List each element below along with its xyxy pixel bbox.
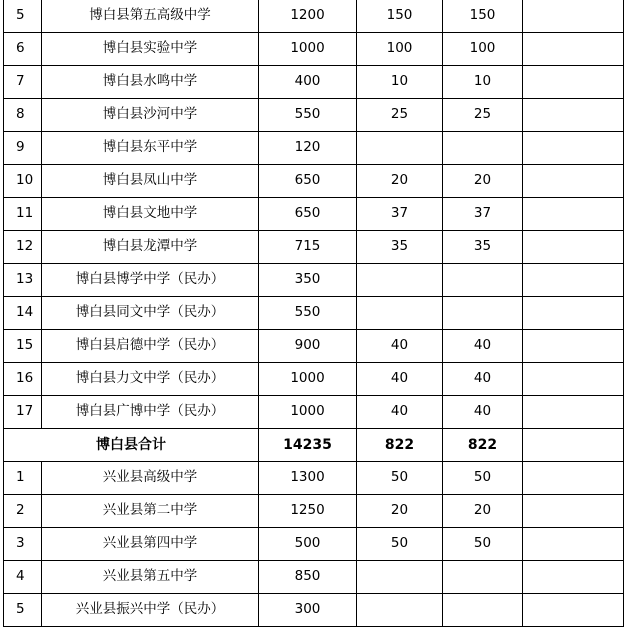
row-index-cell: 3 — [4, 528, 42, 561]
value-cell — [357, 594, 443, 627]
table-row — [4, 66, 624, 99]
row-index-cell: 13 — [4, 264, 42, 297]
value-cell: 40 — [443, 363, 523, 396]
value-cell: 10 — [357, 66, 443, 99]
value-cell: 40 — [443, 396, 523, 429]
school-name-cell: 博白县实验中学 — [42, 33, 259, 66]
table-row — [4, 330, 624, 363]
value-cell: 35 — [357, 231, 443, 264]
value-cell: 10 — [443, 66, 523, 99]
value-cell: 35 — [443, 231, 523, 264]
value-cell: 25 — [357, 99, 443, 132]
row-index-cell: 10 — [4, 165, 42, 198]
subtotal-label: 博白县合计 — [4, 429, 259, 462]
subtotal-row — [4, 429, 624, 462]
value-cell: 20 — [443, 495, 523, 528]
value-cell: 37 — [443, 198, 523, 231]
blank-cell — [523, 0, 624, 33]
row-index-cell: 8 — [4, 99, 42, 132]
blank-cell — [523, 33, 624, 66]
value-cell: 350 — [259, 264, 357, 297]
table-row — [4, 462, 624, 495]
school-name-cell: 博白县东平中学 — [42, 132, 259, 165]
row-index-cell: 6 — [4, 33, 42, 66]
table-row — [4, 264, 624, 297]
table-body — [4, 0, 624, 627]
value-cell: 822 — [357, 429, 443, 462]
value-cell: 50 — [443, 462, 523, 495]
value-cell — [443, 561, 523, 594]
row-index-cell: 4 — [4, 561, 42, 594]
value-cell: 20 — [357, 165, 443, 198]
school-name-cell: 博白县水鸣中学 — [42, 66, 259, 99]
school-name-cell: 博白县博学中学（民办） — [42, 264, 259, 297]
value-cell: 100 — [443, 33, 523, 66]
blank-cell — [523, 330, 624, 363]
value-cell: 650 — [259, 198, 357, 231]
table-row — [4, 528, 624, 561]
school-name-cell: 博白县第五高级中学 — [42, 0, 259, 33]
value-cell: 40 — [443, 330, 523, 363]
table-row — [4, 165, 624, 198]
blank-cell — [523, 561, 624, 594]
table-row — [4, 363, 624, 396]
blank-cell — [523, 66, 624, 99]
school-enrollment-table — [3, 0, 624, 627]
school-name-cell: 博白县同文中学（民办） — [42, 297, 259, 330]
table-row — [4, 297, 624, 330]
value-cell: 150 — [357, 0, 443, 33]
value-cell: 550 — [259, 297, 357, 330]
value-cell — [443, 132, 523, 165]
row-index-cell: 5 — [4, 594, 42, 627]
table-row — [4, 396, 624, 429]
row-index-cell: 15 — [4, 330, 42, 363]
row-index-cell: 9 — [4, 132, 42, 165]
value-cell: 550 — [259, 99, 357, 132]
value-cell: 715 — [259, 231, 357, 264]
value-cell: 20 — [357, 495, 443, 528]
value-cell: 40 — [357, 330, 443, 363]
value-cell: 50 — [357, 528, 443, 561]
value-cell: 25 — [443, 99, 523, 132]
row-index-cell: 16 — [4, 363, 42, 396]
value-cell — [443, 594, 523, 627]
value-cell: 500 — [259, 528, 357, 561]
school-name-cell: 博白县启德中学（民办） — [42, 330, 259, 363]
value-cell: 40 — [357, 363, 443, 396]
row-index-cell: 11 — [4, 198, 42, 231]
table-row — [4, 132, 624, 165]
blank-cell — [523, 198, 624, 231]
value-cell: 100 — [357, 33, 443, 66]
blank-cell — [523, 165, 624, 198]
school-name-cell: 博白县龙潭中学 — [42, 231, 259, 264]
value-cell: 822 — [443, 429, 523, 462]
value-cell: 1200 — [259, 0, 357, 33]
value-cell: 37 — [357, 198, 443, 231]
value-cell: 300 — [259, 594, 357, 627]
table-row — [4, 99, 624, 132]
value-cell: 850 — [259, 561, 357, 594]
value-cell: 400 — [259, 66, 357, 99]
row-index-cell: 1 — [4, 462, 42, 495]
table-row — [4, 594, 624, 627]
school-name-cell: 兴业县振兴中学（民办） — [42, 594, 259, 627]
blank-cell — [523, 462, 624, 495]
value-cell — [443, 297, 523, 330]
value-cell — [357, 264, 443, 297]
value-cell: 1250 — [259, 495, 357, 528]
row-index-cell: 12 — [4, 231, 42, 264]
value-cell: 150 — [443, 0, 523, 33]
value-cell — [357, 561, 443, 594]
value-cell: 20 — [443, 165, 523, 198]
table-row — [4, 0, 624, 33]
blank-cell — [523, 297, 624, 330]
value-cell: 1000 — [259, 396, 357, 429]
table-row — [4, 231, 624, 264]
school-name-cell: 兴业县第五中学 — [42, 561, 259, 594]
value-cell: 40 — [357, 396, 443, 429]
value-cell: 650 — [259, 165, 357, 198]
school-name-cell: 兴业县第四中学 — [42, 528, 259, 561]
value-cell — [357, 132, 443, 165]
school-name-cell: 博白县凤山中学 — [42, 165, 259, 198]
blank-cell — [523, 231, 624, 264]
blank-cell — [523, 429, 624, 462]
value-cell: 50 — [357, 462, 443, 495]
table-row — [4, 33, 624, 66]
school-name-cell: 博白县沙河中学 — [42, 99, 259, 132]
school-name-cell: 兴业县第二中学 — [42, 495, 259, 528]
blank-cell — [523, 264, 624, 297]
school-name-cell: 博白县文地中学 — [42, 198, 259, 231]
row-index-cell: 17 — [4, 396, 42, 429]
value-cell: 1300 — [259, 462, 357, 495]
value-cell — [443, 264, 523, 297]
blank-cell — [523, 594, 624, 627]
value-cell — [357, 297, 443, 330]
value-cell: 120 — [259, 132, 357, 165]
blank-cell — [523, 363, 624, 396]
row-index-cell: 2 — [4, 495, 42, 528]
value-cell: 1000 — [259, 363, 357, 396]
row-index-cell: 5 — [4, 0, 42, 33]
school-name-cell: 博白县力文中学（民办） — [42, 363, 259, 396]
row-index-cell: 14 — [4, 297, 42, 330]
school-name-cell: 博白县广博中学（民办） — [42, 396, 259, 429]
value-cell: 900 — [259, 330, 357, 363]
blank-cell — [523, 495, 624, 528]
table-row — [4, 198, 624, 231]
blank-cell — [523, 396, 624, 429]
blank-cell — [523, 528, 624, 561]
blank-cell — [523, 99, 624, 132]
value-cell: 1000 — [259, 33, 357, 66]
value-cell: 14235 — [259, 429, 357, 462]
table-row — [4, 561, 624, 594]
table-row — [4, 495, 624, 528]
school-name-cell: 兴业县高级中学 — [42, 462, 259, 495]
row-index-cell: 7 — [4, 66, 42, 99]
blank-cell — [523, 132, 624, 165]
value-cell: 50 — [443, 528, 523, 561]
